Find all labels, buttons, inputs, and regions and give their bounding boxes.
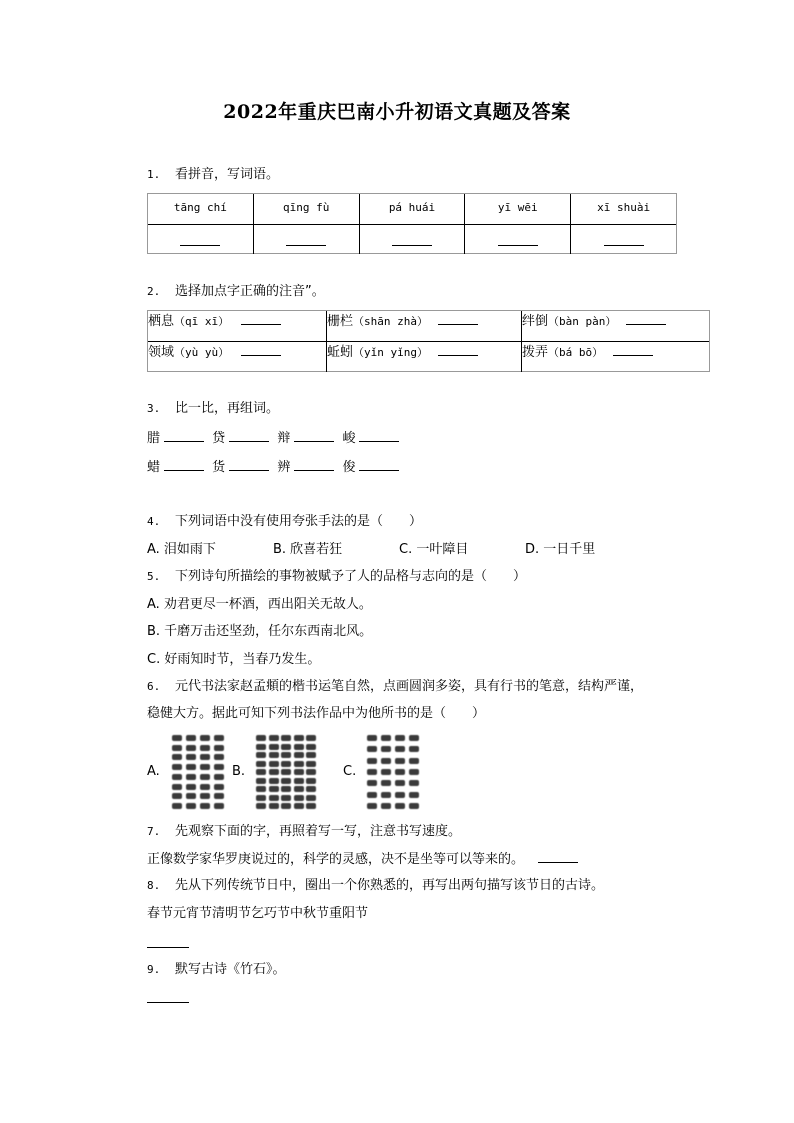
question-4 xyxy=(147,513,422,531)
answer-blank[interactable] xyxy=(229,458,269,471)
question-text: 下列诗句所描绘的事物被赋予了人的品格与志向的是（ ） xyxy=(175,569,527,584)
character: 俊 xyxy=(342,460,356,475)
page-title: 2022年重庆巴南小升初语文真题及答案 xyxy=(223,101,571,123)
phonetic-cell xyxy=(326,342,521,372)
option-a[interactable]: A. 劝君更尽一杯酒，西出阳关无故人。 xyxy=(147,597,372,612)
answer-cell[interactable] xyxy=(253,225,359,254)
answer-blank[interactable] xyxy=(229,429,269,442)
sentence-text: 正像数学家华罗庚说过的，科学的灵感，决不是坐等可以等来的。 xyxy=(147,852,525,867)
word: 绊倒 xyxy=(522,314,549,329)
character: 辨 xyxy=(277,460,291,475)
festival-list: 春节元宵节清明节乞巧节中秋节重阳节 xyxy=(147,906,369,921)
answer-blank[interactable] xyxy=(241,312,281,325)
pinyin-options: （qī xī） xyxy=(174,315,230,328)
character: 蜡 xyxy=(147,460,161,475)
character: 峻 xyxy=(342,431,356,446)
option-b[interactable]: B. 千磨万击还坚劲，任尔东西南北风。 xyxy=(147,624,373,639)
phonetic-cell xyxy=(148,311,326,341)
pinyin-cell: xī shuài xyxy=(570,194,676,224)
phonetic-cell xyxy=(148,342,326,372)
pinyin-options: （yù yù） xyxy=(174,346,230,359)
answer-blank[interactable] xyxy=(294,429,334,442)
pinyin-cell: qīng fù xyxy=(253,194,359,224)
calligraphy-image-c[interactable] xyxy=(365,733,421,811)
pinyin-options: （shān zhà） xyxy=(353,315,428,328)
answer-blank[interactable] xyxy=(147,947,189,948)
question-6-continued: 稳健大方。据此可知下列书法作品中为他所书的是（ ） xyxy=(147,706,486,721)
question-text: 先观察下面的字，再照着写一写，注意书写速度。 xyxy=(175,824,462,839)
word: 领域 xyxy=(148,345,175,360)
character: 贷 xyxy=(212,431,226,446)
question-text: 元代书法家赵孟頫的楷书运笔自然，点画圆润多姿，具有行书的笔意，结构严谨， xyxy=(175,679,644,694)
answer-blank[interactable] xyxy=(294,458,334,471)
question-number: 6. xyxy=(147,680,161,693)
answer-blank[interactable] xyxy=(164,429,204,442)
answer-cell[interactable] xyxy=(570,225,676,254)
question-3 xyxy=(147,400,279,418)
question-1 xyxy=(147,166,279,184)
question-number: 2. xyxy=(147,285,161,298)
phonetic-table xyxy=(147,310,710,372)
question-number: 3. xyxy=(147,402,161,415)
question-number: 7. xyxy=(147,825,161,838)
answer-blank[interactable] xyxy=(604,233,644,246)
question-text: 下列词语中没有使用夸张手法的是（ ） xyxy=(175,514,423,529)
word: 蚯蚓 xyxy=(327,345,354,360)
answer-blank[interactable] xyxy=(147,1002,189,1003)
calligraphy-image-a[interactable] xyxy=(170,733,226,811)
answer-blank[interactable] xyxy=(164,458,204,471)
answer-blank[interactable] xyxy=(392,233,432,246)
option-a-label[interactable]: A. xyxy=(147,764,160,779)
pinyin-options: （bá bō） xyxy=(548,346,604,359)
answer-blank[interactable] xyxy=(180,233,220,246)
answer-blank[interactable] xyxy=(538,850,578,863)
option-c[interactable]: C. 好雨知时节，当春乃发生。 xyxy=(147,652,321,667)
question-number: 5. xyxy=(147,570,161,583)
question-9 xyxy=(147,961,286,979)
pinyin-cell: pá huái xyxy=(359,194,465,224)
answer-cell[interactable] xyxy=(359,225,465,254)
question-text: 默写古诗《竹石》。 xyxy=(175,962,286,977)
answer-row xyxy=(148,225,676,254)
phonetic-cell xyxy=(326,311,521,341)
answer-blank[interactable] xyxy=(626,312,666,325)
character: 辩 xyxy=(277,431,291,446)
question-number: 4. xyxy=(147,515,161,528)
question-number: 8. xyxy=(147,879,161,892)
pinyin-cell: tāng chí xyxy=(173,201,227,214)
question-text: 看拼音，写词语。 xyxy=(175,167,280,182)
answer-blank[interactable] xyxy=(438,312,478,325)
question-number: 1. xyxy=(147,168,161,181)
question-8 xyxy=(147,877,604,895)
pinyin-options: （yǐn yǐng） xyxy=(353,346,428,359)
answer-blank[interactable] xyxy=(359,458,399,471)
phonetic-cell xyxy=(521,342,709,372)
character: 腊 xyxy=(147,431,161,446)
compare-row-1 xyxy=(147,429,403,448)
question-7 xyxy=(147,823,461,841)
answer-blank[interactable] xyxy=(359,429,399,442)
answer-cell[interactable] xyxy=(148,225,253,254)
character: 货 xyxy=(212,460,226,475)
word: 栖息 xyxy=(148,314,175,329)
option-b-label[interactable]: B. xyxy=(232,764,246,779)
question-text: 先从下列传统节日中，圈出一个你熟悉的，再写出两句描写该节日的古诗。 xyxy=(175,878,605,893)
question-2 xyxy=(147,283,325,301)
question-text: 选择加点字正确的注音”。 xyxy=(175,284,325,299)
question-6 xyxy=(147,678,643,696)
answer-blank[interactable] xyxy=(286,233,326,246)
answer-blank[interactable] xyxy=(498,233,538,246)
compare-row-2 xyxy=(147,458,403,477)
phonetic-cell xyxy=(521,311,709,341)
option-a[interactable]: A. 泪如雨下 xyxy=(147,542,216,557)
option-c[interactable]: C. 一叶障目 xyxy=(399,542,469,557)
word: 拨弄 xyxy=(522,345,549,360)
calligraphy-image-b[interactable] xyxy=(254,733,318,811)
word: 栅栏 xyxy=(327,314,354,329)
answer-blank[interactable] xyxy=(241,343,281,356)
sample-sentence xyxy=(147,850,582,869)
question-text: 比一比，再组词。 xyxy=(175,401,280,416)
pinyin-row xyxy=(148,194,676,225)
option-c-label[interactable]: C. xyxy=(343,764,357,779)
option-b[interactable]: B. 欣喜若狂 xyxy=(273,542,343,557)
phonetic-row xyxy=(148,342,709,372)
pinyin-table xyxy=(147,193,677,254)
answer-blank[interactable] xyxy=(613,343,653,356)
answer-cell[interactable] xyxy=(464,225,570,254)
question-5 xyxy=(147,568,526,586)
option-d[interactable]: D. 一日千里 xyxy=(525,542,596,557)
answer-blank[interactable] xyxy=(438,343,478,356)
pinyin-cell: yī wēi xyxy=(464,194,570,224)
question-number: 9. xyxy=(147,963,161,976)
phonetic-row xyxy=(148,311,709,342)
pinyin-options: （bàn pàn） xyxy=(548,315,617,328)
